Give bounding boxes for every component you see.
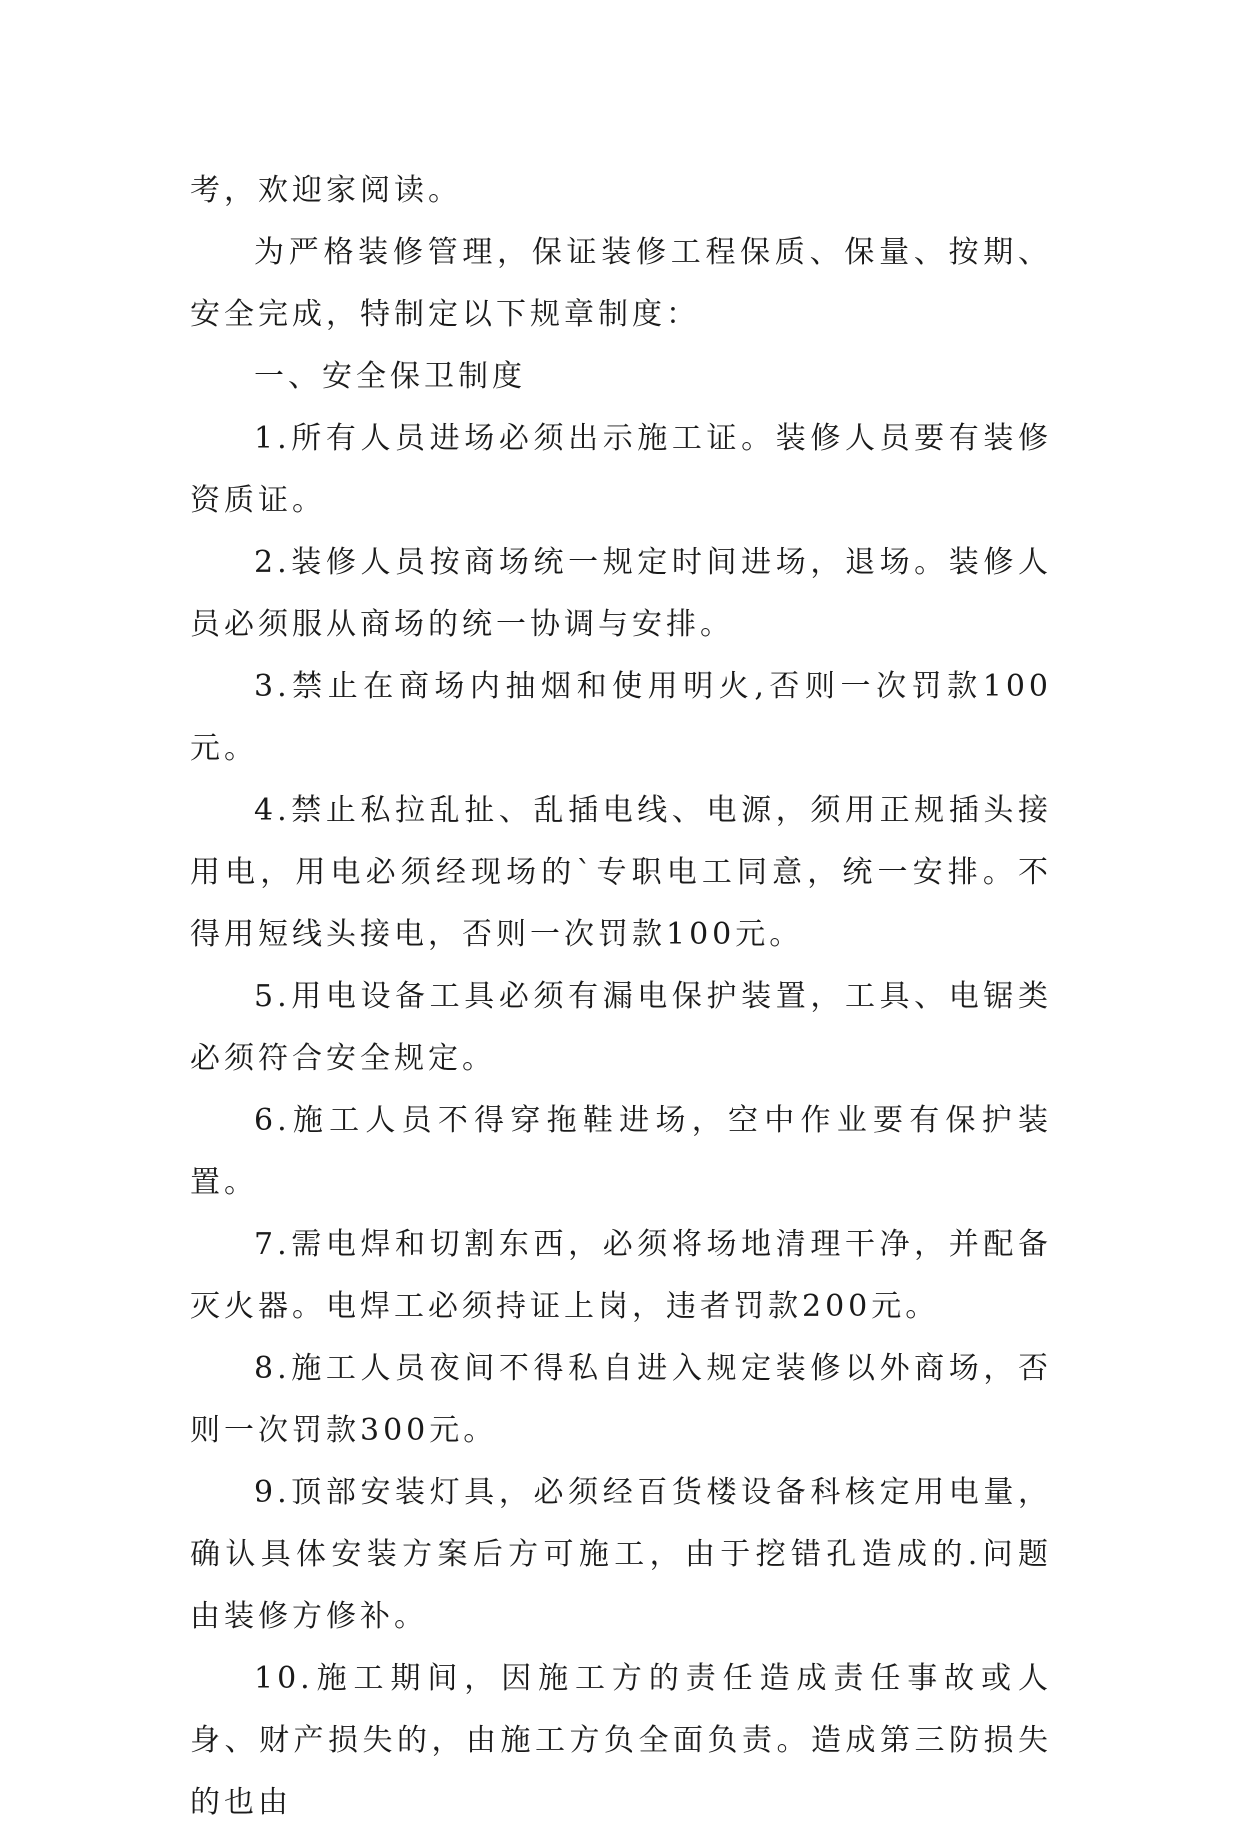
rule-item-8: 8.施工人员夜间不得私自进入规定装修以外商场，否则一次罚款300元。: [190, 1351, 1052, 1448]
section-heading-security: 一、安全保卫制度: [254, 359, 526, 394]
rule-item-1: 1.所有人员进场必须出示施工证。装修人员要有装修资质证。: [190, 421, 1052, 518]
rule-item-3: 3.禁止在商场内抽烟和使用明火,否则一次罚款100元。: [190, 669, 1052, 766]
paragraph-purpose: 为严格装修管理，保证装修工程保质、保量、按期、安全完成，特制定以下规章制度：: [190, 235, 1052, 332]
paragraph-intro-tail: 考，欢迎家阅读。: [190, 173, 462, 208]
rule-item-7: 7.需电焊和切割东西，必须将场地清理干净，并配备灭火器。电焊工必须持证上岗，违者罚款200元。: [190, 1227, 1052, 1324]
rule-item-5: 5.用电设备工具必须有漏电保护装置，工具、电锯类必须符合安全规定。: [190, 979, 1052, 1076]
document-body: [190, 160, 1052, 1834]
rule-item-4: 4.禁止私拉乱扯、乱插电线、电源，须用正规插头接用电，用电必须经现场的`专职电工同意，统一安排。不得用短线头接电，否则一次罚款100元。: [190, 793, 1052, 952]
rule-item-6: 6.施工人员不得穿拖鞋进场，空中作业要有保护装置。: [190, 1103, 1052, 1200]
rule-item-2: 2.装修人员按商场统一规定时间进场，退场。装修人员必须服从商场的统一协调与安排。: [190, 545, 1052, 642]
rule-item-10: 10.施工期间，因施工方的责任造成责任事故或人身、财产损失的，由施工方负全面负责。造成第三防损失的也由: [190, 1661, 1052, 1820]
rule-item-9: 9.顶部安装灯具，必须经百货楼设备科核定用电量，确认具体安装方案后方可施工，由于挖错孔造成的.问题由装修方修补。: [190, 1475, 1052, 1634]
